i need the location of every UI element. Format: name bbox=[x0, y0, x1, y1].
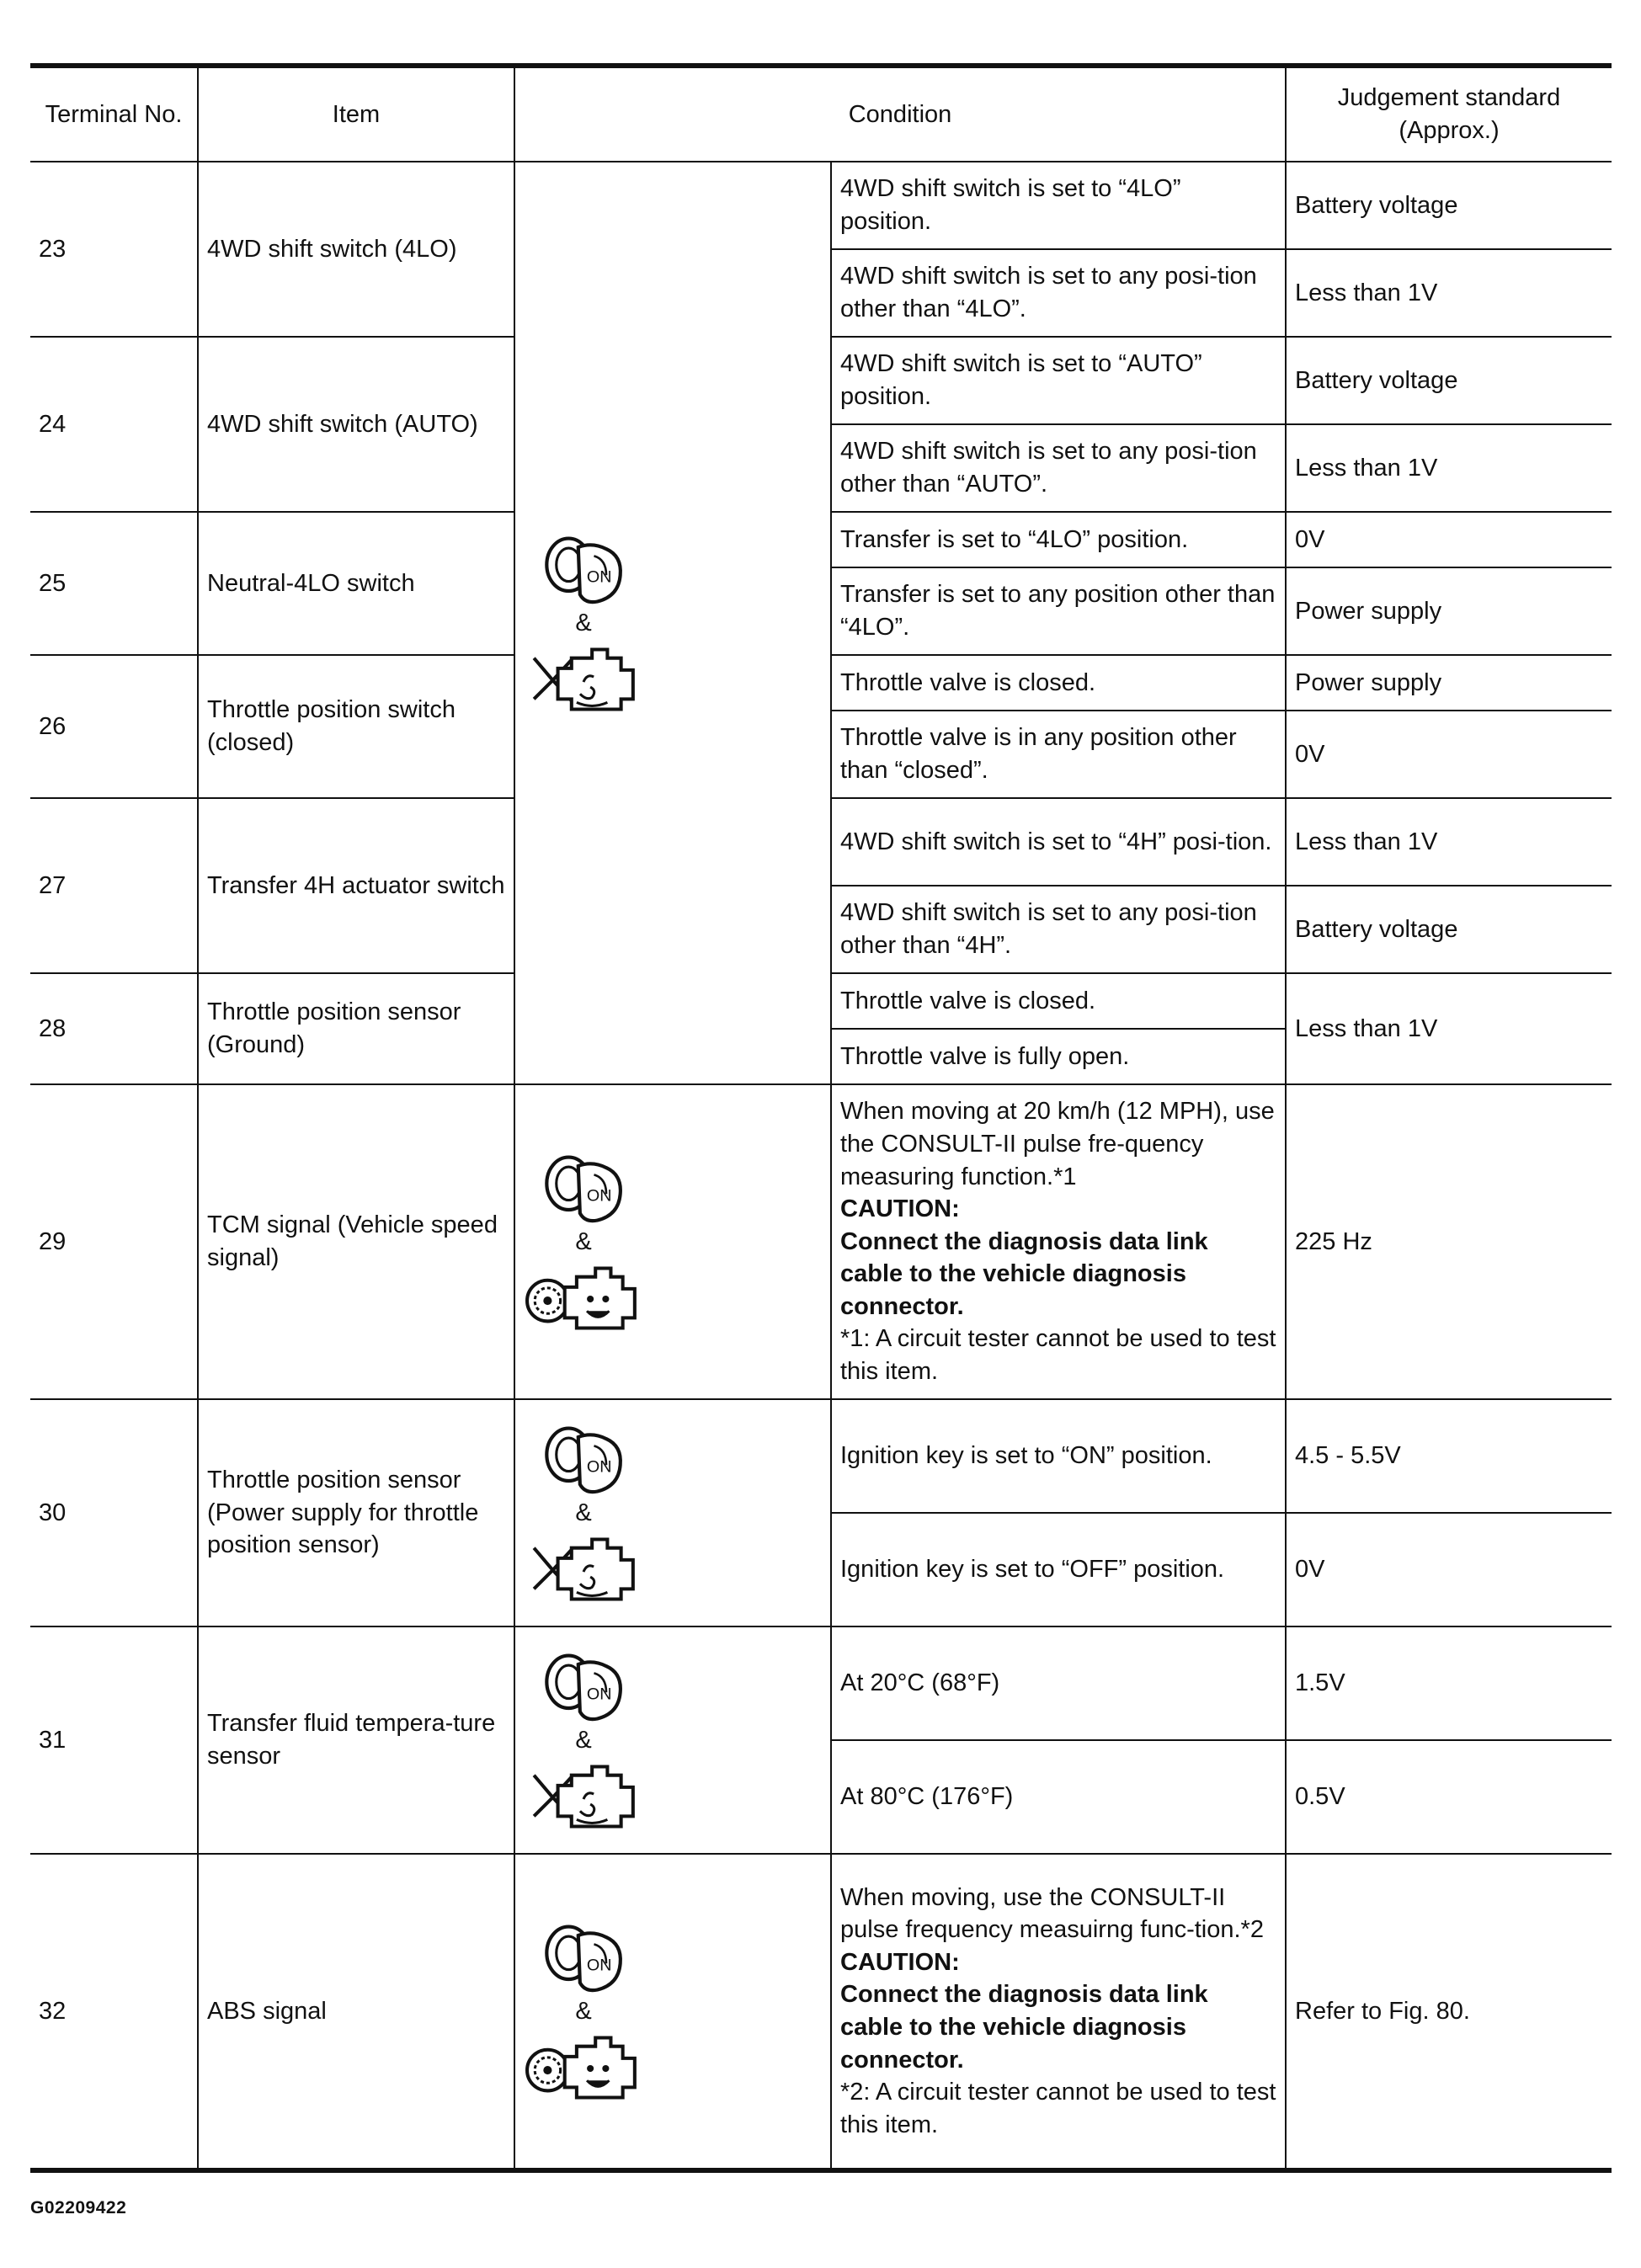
header-row bbox=[30, 66, 1612, 162]
item-name: ABS signal bbox=[198, 1854, 514, 2170]
ampersand: & bbox=[575, 1228, 592, 1256]
condition-intro: When moving at 20 km/h (12 MPH), use the CONSULT-II pulse fre-quency measuring function.*1 bbox=[840, 1098, 1275, 1190]
engine-running-icon bbox=[524, 1258, 643, 1335]
judgement-value: 1.5V bbox=[1286, 1626, 1612, 1740]
item-name: Neutral-4LO switch bbox=[198, 512, 514, 655]
condition-text: At 20°C (68°F) bbox=[831, 1626, 1286, 1740]
header-judgement-standard: Judgement standard (Approx.) bbox=[1286, 66, 1612, 162]
condition-text: Throttle valve is fully open. bbox=[831, 1029, 1286, 1084]
item-name: Transfer fluid tempera-ture sensor bbox=[198, 1626, 514, 1854]
caution-label: CAUTION: bbox=[840, 1195, 960, 1223]
terminal-number: 30 bbox=[30, 1399, 198, 1626]
header-item: Item bbox=[198, 66, 514, 162]
table-row bbox=[30, 1084, 1612, 1399]
judgement-value: 0.5V bbox=[1286, 1740, 1612, 1854]
condition-text bbox=[831, 1854, 1286, 2170]
condition-icons bbox=[514, 1399, 831, 1626]
condition-text bbox=[831, 1084, 1286, 1399]
terminal-number: 25 bbox=[30, 512, 198, 655]
judgement-value: Less than 1V bbox=[1286, 424, 1612, 512]
terminal-spec-table bbox=[30, 63, 1612, 2173]
judgement-value: Less than 1V bbox=[1286, 798, 1612, 886]
condition-text: 4WD shift switch is set to any posi-tion other than “4H”. bbox=[831, 886, 1286, 973]
judgement-value: Power supply bbox=[1286, 567, 1612, 655]
judgement-value: 0V bbox=[1286, 711, 1612, 798]
engine-running-icon bbox=[524, 2027, 643, 2105]
ignition-key-on-icon bbox=[540, 530, 627, 609]
judgement-value: Power supply bbox=[1286, 655, 1612, 711]
condition-icons bbox=[514, 1854, 831, 2170]
judgement-value: Refer to Fig. 80. bbox=[1286, 1854, 1612, 2170]
condition-intro: When moving, use the CONSULT-II pulse frequency measuirng func-tion.*2 bbox=[840, 1883, 1264, 1944]
figure-code: G02209422 bbox=[30, 2198, 127, 2217]
ampersand: & bbox=[575, 1499, 592, 1527]
item-name: Transfer 4H actuator switch bbox=[198, 798, 514, 973]
terminal-number: 28 bbox=[30, 973, 198, 1084]
condition-text: Ignition key is set to “ON” position. bbox=[831, 1399, 1286, 1513]
ignition-key-on-icon bbox=[540, 1647, 627, 1726]
judgement-value: Battery voltage bbox=[1286, 337, 1612, 424]
caution-label: CAUTION: bbox=[840, 1948, 960, 1976]
condition-text: Transfer is set to any position other than “4LO”. bbox=[831, 567, 1286, 655]
judgement-value: 225 Hz bbox=[1286, 1084, 1612, 1399]
item-name: TCM signal (Vehicle speed signal) bbox=[198, 1084, 514, 1399]
terminal-number: 29 bbox=[30, 1084, 198, 1399]
condition-text: 4WD shift switch is set to any posi-tion other than “AUTO”. bbox=[831, 424, 1286, 512]
item-name: Throttle position sensor (Ground) bbox=[198, 973, 514, 1084]
ignition-key-on-icon bbox=[540, 1148, 627, 1227]
condition-icons bbox=[514, 1084, 831, 1399]
terminal-number: 32 bbox=[30, 1854, 198, 2170]
data-table-container bbox=[30, 63, 1612, 2173]
condition-text: Transfer is set to “4LO” position. bbox=[831, 512, 1286, 567]
judgement-value: 0V bbox=[1286, 1513, 1612, 1626]
footnote: *1: A circuit tester cannot be used to test this item. bbox=[840, 1325, 1276, 1385]
condition-text: 4WD shift switch is set to any posi-tion other than “4LO”. bbox=[831, 249, 1286, 337]
condition-text: Throttle valve is closed. bbox=[831, 973, 1286, 1029]
judgement-value: Battery voltage bbox=[1286, 886, 1612, 973]
condition-text: Throttle valve is closed. bbox=[831, 655, 1286, 711]
header-terminal-no: Terminal No. bbox=[30, 66, 198, 162]
judgement-value: Less than 1V bbox=[1286, 249, 1612, 337]
condition-text: Ignition key is set to “OFF” position. bbox=[831, 1513, 1286, 1626]
condition-icons bbox=[514, 1626, 831, 1854]
ampersand: & bbox=[575, 1727, 592, 1754]
header-condition: Condition bbox=[514, 66, 1286, 162]
ampersand: & bbox=[575, 610, 592, 637]
table-row bbox=[30, 1854, 1612, 2170]
condition-text: 4WD shift switch is set to “4H” posi-tion. bbox=[831, 798, 1286, 886]
table-row bbox=[30, 1399, 1612, 1513]
condition-text: At 80°C (176°F) bbox=[831, 1740, 1286, 1854]
condition-text: 4WD shift switch is set to “4LO” position. bbox=[831, 162, 1286, 249]
caution-text: Connect the diagnosis data link cable to the vehicle diagnosis connector. bbox=[840, 1981, 1208, 2074]
table-row bbox=[30, 162, 1612, 249]
judgement-value: 0V bbox=[1286, 512, 1612, 567]
item-name: Throttle position switch (closed) bbox=[198, 655, 514, 798]
engine-stopped-icon bbox=[524, 1756, 643, 1834]
ignition-key-on-icon bbox=[540, 1419, 627, 1499]
terminal-number: 27 bbox=[30, 798, 198, 973]
footnote: *2: A circuit tester cannot be used to test this item. bbox=[840, 2079, 1276, 2138]
condition-text: Throttle valve is in any position other than “closed”. bbox=[831, 711, 1286, 798]
engine-stopped-icon bbox=[524, 639, 643, 716]
item-name: 4WD shift switch (AUTO) bbox=[198, 337, 514, 512]
condition-text: 4WD shift switch is set to “AUTO” position. bbox=[831, 337, 1286, 424]
ignition-key-on-icon bbox=[540, 1918, 627, 1997]
terminal-number: 26 bbox=[30, 655, 198, 798]
judgement-value: 4.5 - 5.5V bbox=[1286, 1399, 1612, 1513]
table-row bbox=[30, 1626, 1612, 1740]
engine-stopped-icon bbox=[524, 1529, 643, 1606]
ampersand: & bbox=[575, 1998, 592, 2026]
terminal-number: 31 bbox=[30, 1626, 198, 1854]
judgement-value: Less than 1V bbox=[1286, 973, 1612, 1084]
caution-text: Connect the diagnosis data link cable to the vehicle diagnosis connector. bbox=[840, 1227, 1208, 1320]
judgement-value: Battery voltage bbox=[1286, 162, 1612, 249]
item-name: 4WD shift switch (4LO) bbox=[198, 162, 514, 337]
item-name: Throttle position sensor (Power supply for throttle position sensor) bbox=[198, 1399, 514, 1626]
terminal-number: 24 bbox=[30, 337, 198, 512]
terminal-number: 23 bbox=[30, 162, 198, 337]
condition-icons bbox=[514, 162, 831, 1084]
